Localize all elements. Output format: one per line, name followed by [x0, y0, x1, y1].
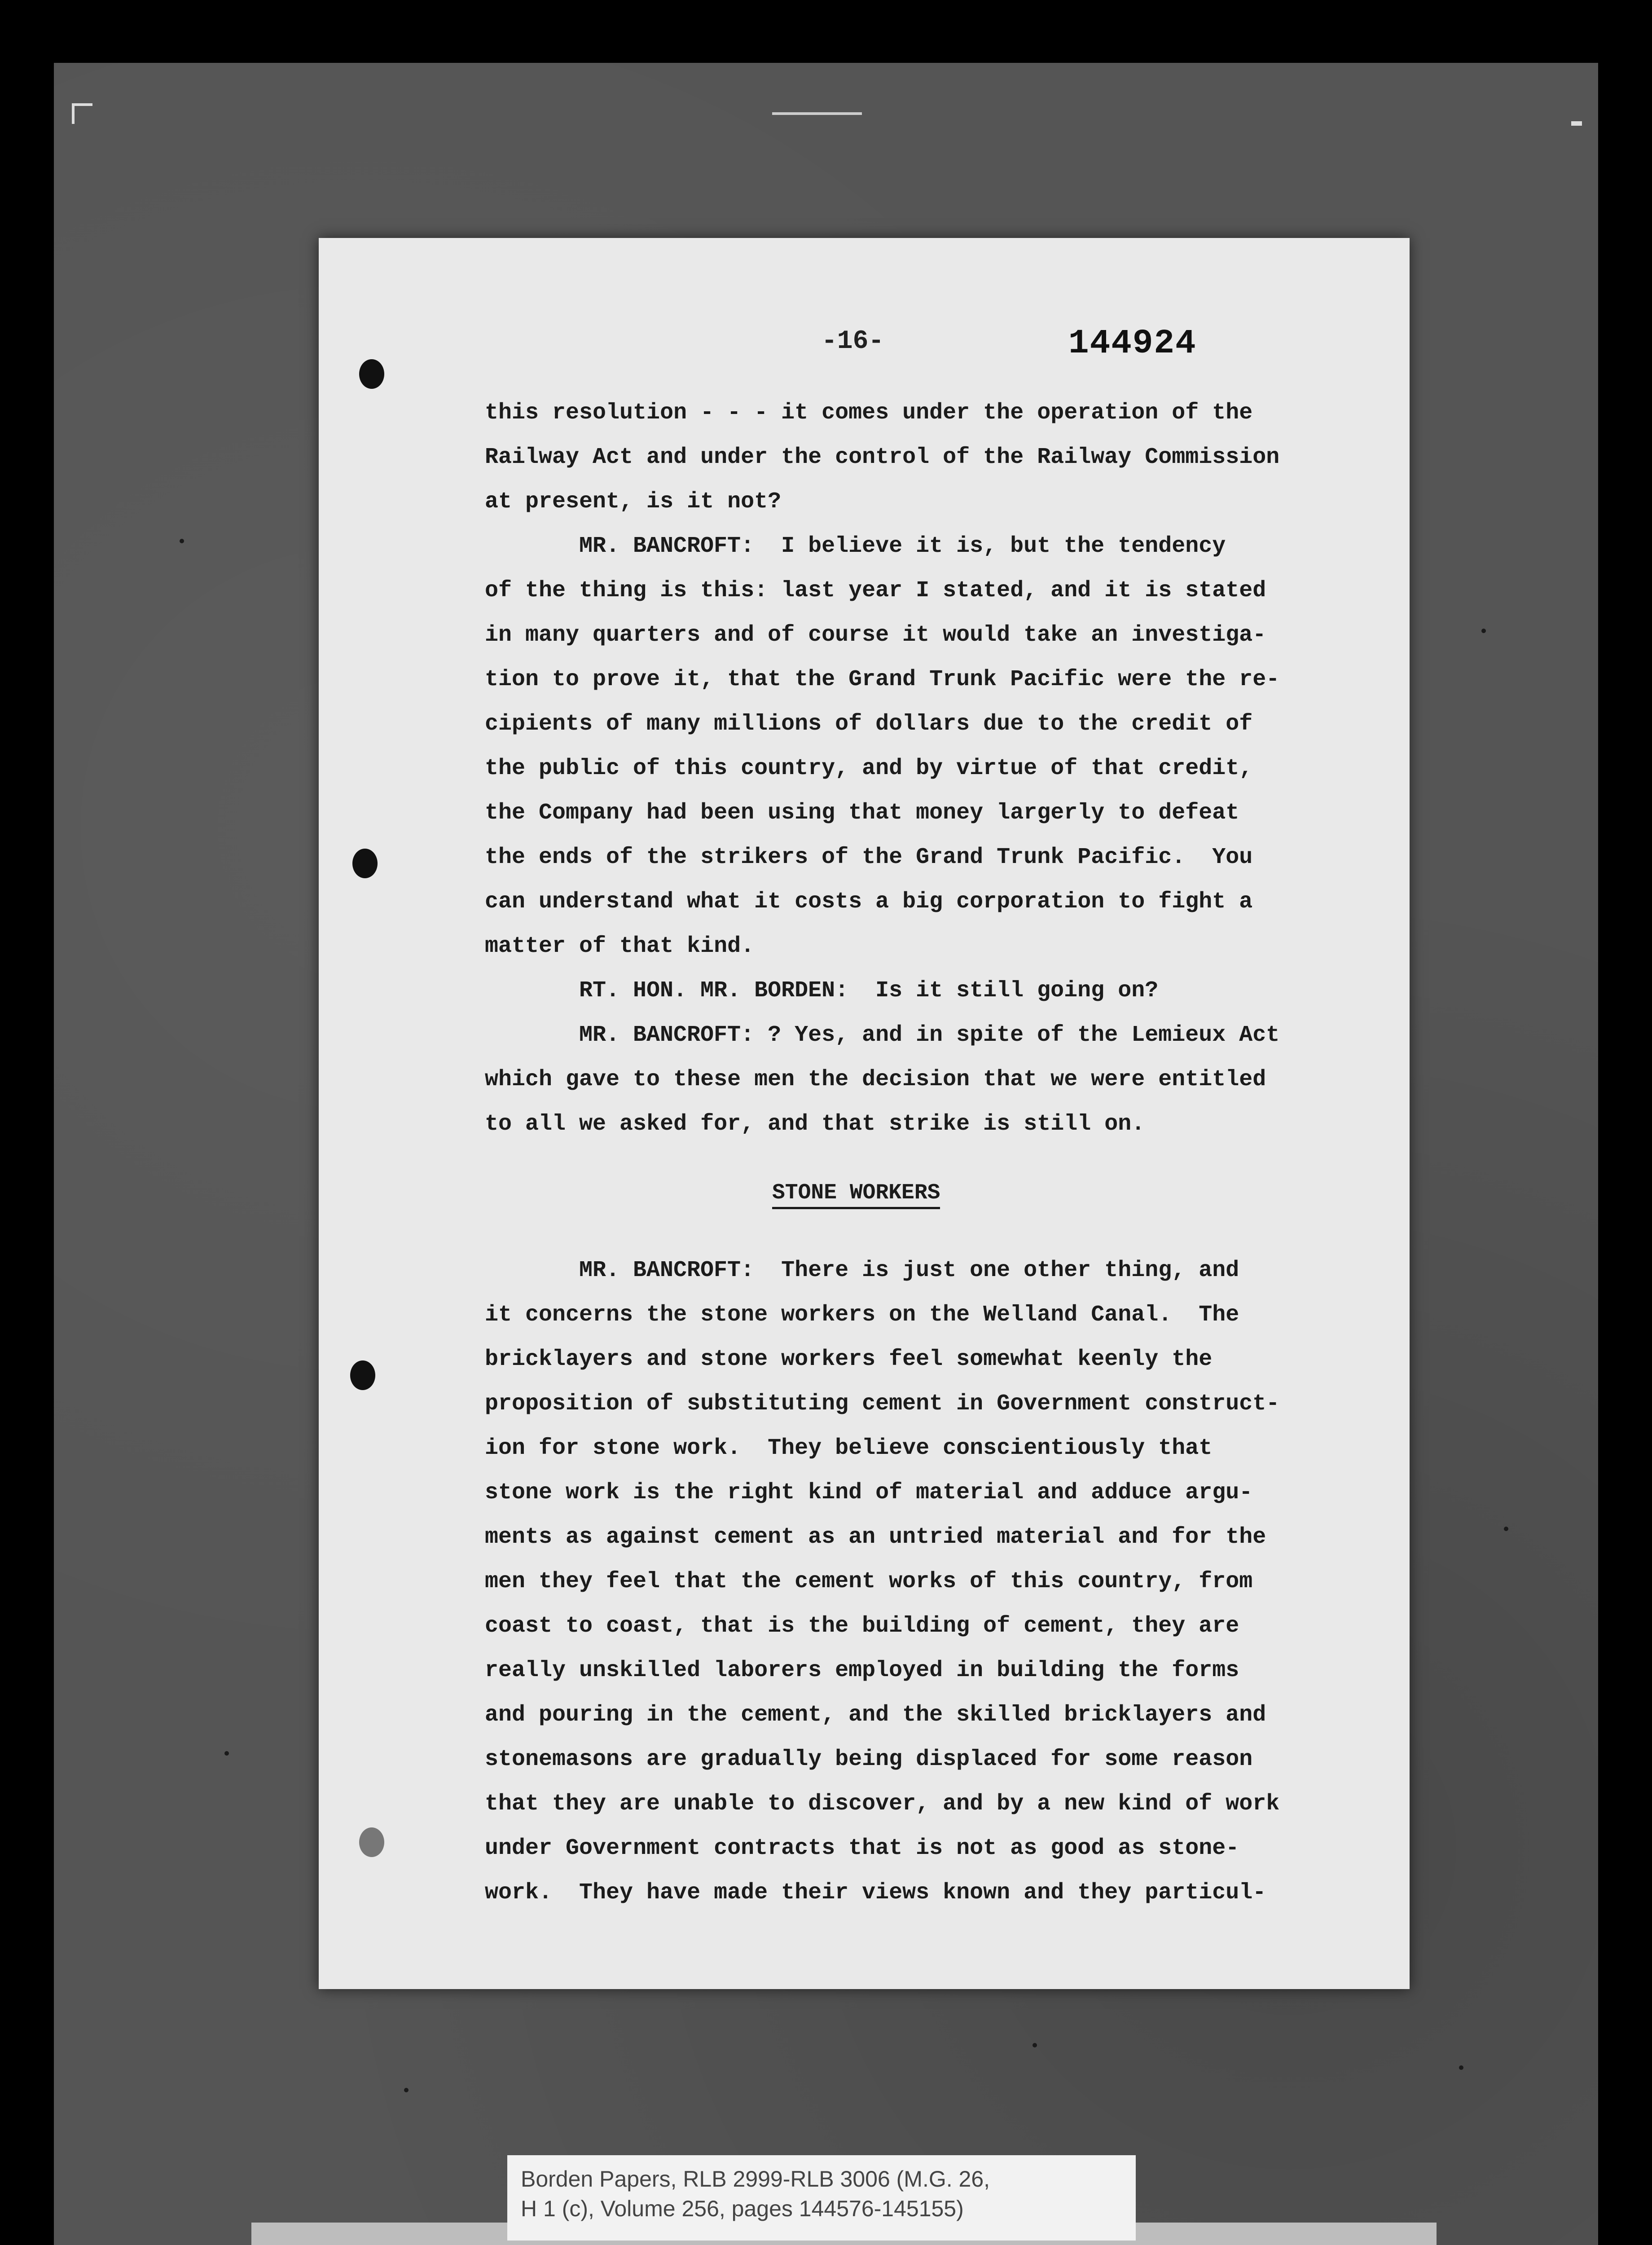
- section-heading: STONE WORKERS: [772, 1181, 940, 1209]
- dust-speck: [224, 1751, 229, 1756]
- text-line: that they are unable to discover, and by a new kind of work: [485, 1791, 1280, 1817]
- text-line: this resolution - - - it comes under the operation of the: [485, 400, 1253, 426]
- dust-speck: [1481, 629, 1486, 633]
- text-line: in many quarters and of course it would take an investiga-: [485, 622, 1266, 648]
- text-line: MR. BANCROFT: ? Yes, and in spite of the Lemieux Act: [579, 1022, 1280, 1048]
- citation-slip: [507, 2155, 1136, 2241]
- page-number: -16-: [822, 327, 884, 356]
- text-line: cipients of many millions of dollars due to the credit of: [485, 711, 1253, 737]
- punch-hole: [350, 1360, 375, 1390]
- film-edge-tick: [1571, 121, 1582, 126]
- text-line: the ends of the strikers of the Grand Trunk Pacific. You: [485, 845, 1253, 870]
- text-line: MR. BANCROFT: There is just one other thing, and: [579, 1258, 1239, 1283]
- text-line: really unskilled laborers employed in building the forms: [485, 1658, 1239, 1683]
- text-line: can understand what it costs a big corporation to fight a: [485, 889, 1253, 915]
- text-line: work. They have made their views known and they particul-: [485, 1880, 1266, 1906]
- dust-speck: [1504, 1527, 1508, 1531]
- text-line: the public of this country, and by virtue of that credit,: [485, 756, 1253, 781]
- text-line: coast to coast, that is the building of cement, they are: [485, 1613, 1239, 1639]
- dust-speck: [180, 539, 184, 543]
- punch-hole: [359, 359, 384, 389]
- punch-hole: [359, 1827, 384, 1857]
- text-line: MR. BANCROFT: I believe it is, but the tendency: [579, 533, 1226, 559]
- dust-speck: [1459, 2065, 1463, 2070]
- paragraph-2: [485, 1248, 1338, 1915]
- document-number: 144924: [1068, 324, 1197, 363]
- text-line: stonemasons are gradually being displaced for some reason: [485, 1747, 1253, 1772]
- film-corner-mark: [72, 103, 92, 124]
- text-line: matter of that kind.: [485, 933, 755, 959]
- text-line: ments as against cement as an untried material and for the: [485, 1524, 1266, 1550]
- text-line: tion to prove it, that the Grand Trunk Pacific were the re-: [485, 667, 1280, 692]
- text-line: under Government contracts that is not as good as stone-: [485, 1836, 1239, 1861]
- text-line: of the thing is this: last year I stated, and it is stated: [485, 578, 1266, 603]
- text-line: at present, is it not?: [485, 489, 782, 515]
- film-top-mark: [772, 112, 862, 115]
- citation-line: Borden Papers, RLB 2999-RLB 3006 (M.G. 26,: [521, 2166, 990, 2192]
- text-line: bricklayers and stone workers feel somewhat keenly the: [485, 1347, 1213, 1372]
- text-line: stone work is the right kind of material and adduce argu-: [485, 1480, 1253, 1505]
- paragraph-1: [485, 391, 1338, 1146]
- punch-hole: [352, 849, 378, 878]
- text-line: men they feel that the cement works of this country, from: [485, 1569, 1253, 1594]
- text-line: Railway Act and under the control of the Railway Commission: [485, 445, 1280, 470]
- text-line: it concerns the stone workers on the Welland Canal. The: [485, 1302, 1239, 1328]
- text-line: to all we asked for, and that strike is still on.: [485, 1111, 1145, 1137]
- text-line: the Company had been using that money largerly to defeat: [485, 800, 1239, 826]
- text-line: which gave to these men the decision that we were entitled: [485, 1067, 1266, 1092]
- text-line: proposition of substituting cement in Government construct-: [485, 1391, 1280, 1417]
- text-line: RT. HON. MR. BORDEN: Is it still going on?: [579, 978, 1159, 1004]
- text-line: and pouring in the cement, and the skilled bricklayers and: [485, 1702, 1266, 1728]
- dust-speck: [404, 2088, 409, 2092]
- citation-line: H 1 (c), Volume 256, pages 144576-145155): [521, 2196, 964, 2221]
- text-line: ion for stone work. They believe conscientiously that: [485, 1435, 1213, 1461]
- dust-speck: [1032, 2043, 1037, 2047]
